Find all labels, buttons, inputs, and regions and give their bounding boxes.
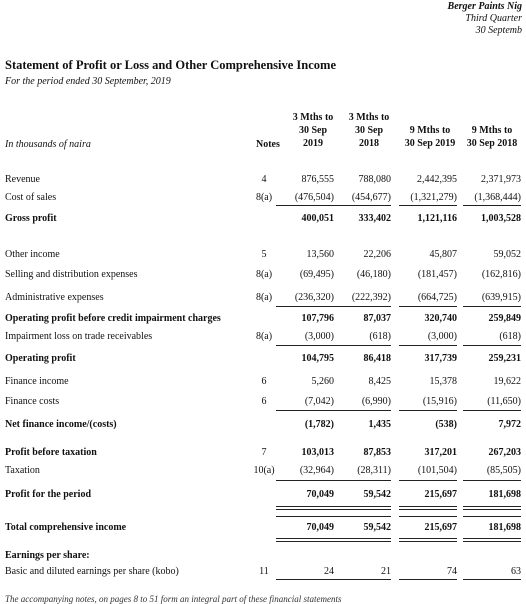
notes-column-header: Notes	[256, 139, 280, 150]
column-header-4-line-2: 9 Mths to	[471, 125, 513, 136]
row-value: (28,311)	[357, 465, 391, 476]
row-value: 5,260	[311, 376, 334, 387]
subtotal-rule	[333, 579, 391, 580]
row-value: 70,049	[306, 489, 334, 500]
row-label: Gross profit	[5, 213, 57, 224]
row-value: 21	[381, 566, 391, 577]
row-value: 320,740	[424, 313, 457, 324]
row-note-ref: 4	[261, 174, 267, 185]
row-value: 13,560	[306, 249, 334, 260]
column-header-3-line-2: 9 Mths to	[409, 125, 451, 136]
row-value: 7,972	[498, 419, 521, 430]
column-header-4-line-3: 30 Sep 2018	[466, 138, 518, 149]
row-value: (3,000)	[427, 331, 457, 342]
row-value: (1,368,444)	[474, 192, 521, 203]
row-value: 86,418	[363, 353, 391, 364]
row-label: Profit for the period	[5, 489, 92, 500]
row-value: 400,051	[301, 213, 334, 224]
row-value: (85,505)	[486, 465, 521, 476]
subtotal-rule	[399, 516, 457, 517]
row-value: 2,371,973	[481, 174, 521, 185]
double-total-rule	[399, 506, 457, 510]
row-value: 215,697	[424, 489, 457, 500]
row-label: Selling and distribution expenses	[5, 269, 138, 280]
subtotal-rule	[463, 516, 521, 517]
row-value: 876,555	[301, 174, 334, 185]
row-value: (454,677)	[351, 192, 391, 203]
row-value: 1,121,116	[417, 213, 457, 224]
subtotal-rule	[399, 205, 457, 206]
row-label: Finance income	[5, 376, 69, 387]
row-note-ref: 5	[261, 249, 267, 260]
row-label: Revenue	[5, 174, 40, 185]
column-header-2-line-2: 30 Sep	[354, 125, 384, 136]
subtotal-rule	[333, 345, 391, 346]
row-value: (1,321,279)	[410, 192, 457, 203]
column-header-1-line-2: 30 Sep	[298, 125, 328, 136]
row-value: 259,231	[488, 353, 521, 364]
row-value: 104,795	[301, 353, 334, 364]
row-note-ref: 10(a)	[253, 465, 275, 476]
subtotal-rule	[276, 345, 334, 346]
double-total-rule	[463, 538, 521, 542]
subtotal-rule	[333, 516, 391, 517]
column-header-2-line-1: 3 Mths to	[348, 112, 390, 123]
row-label: Other income	[5, 249, 60, 260]
row-value: (222,392)	[351, 292, 391, 303]
row-value: 24	[324, 566, 334, 577]
column-header-1-line-1: 3 Mths to	[292, 112, 334, 123]
double-total-rule	[276, 506, 334, 510]
statement-subtitle: For the period ended 30 September, 2019	[5, 76, 171, 87]
subtotal-rule	[333, 205, 391, 206]
row-value: (3,000)	[304, 331, 334, 342]
row-value: (32,964)	[299, 465, 334, 476]
subtotal-rule	[276, 579, 334, 580]
row-value: (11,650)	[487, 396, 521, 407]
row-value: 45,807	[429, 249, 457, 260]
row-label: Earnings per share:	[5, 550, 90, 561]
double-total-rule	[333, 538, 391, 542]
row-value: 22,206	[363, 249, 391, 260]
row-label: Basic and diluted earnings per share (kobo)	[5, 566, 179, 577]
row-label: Administrative expenses	[5, 292, 104, 303]
row-note-ref: 11	[259, 566, 269, 577]
column-header-3-line-3: 30 Sep 2019	[404, 138, 456, 149]
row-value: (46,180)	[356, 269, 391, 280]
currency-unit-label: In thousands of naira	[5, 139, 91, 150]
row-value: 87,853	[363, 447, 391, 458]
company-name: Berger Paints Nig	[447, 1, 522, 12]
row-value: (618)	[499, 331, 521, 342]
subtotal-rule	[276, 306, 334, 307]
subtotal-rule	[276, 205, 334, 206]
row-note-ref: 6	[261, 376, 267, 387]
double-total-rule	[333, 506, 391, 510]
row-note-ref: 6	[261, 396, 267, 407]
row-value: (7,042)	[304, 396, 334, 407]
statement-title: Statement of Profit or Loss and Other Comprehensive Income	[5, 58, 336, 72]
row-value: (639,915)	[481, 292, 521, 303]
subtotal-rule	[333, 306, 391, 307]
column-header-2-line-3: 2018	[359, 138, 379, 149]
row-value: 181,698	[488, 522, 521, 533]
row-value: 333,402	[358, 213, 391, 224]
subtotal-rule	[463, 306, 521, 307]
double-total-rule	[276, 538, 334, 542]
subtotal-rule	[463, 579, 521, 580]
row-value: 15,378	[429, 376, 457, 387]
double-total-rule	[463, 506, 521, 510]
double-total-rule	[399, 538, 457, 542]
report-date: 30 Septemb	[475, 25, 522, 36]
subtotal-rule	[333, 410, 391, 411]
row-value: 1,003,528	[481, 213, 521, 224]
subtotal-rule	[399, 410, 457, 411]
row-value: 59,052	[493, 249, 521, 260]
row-label: Total comprehensive income	[5, 522, 127, 533]
subtotal-rule	[399, 345, 457, 346]
row-note-ref: 8(a)	[255, 331, 273, 342]
subtotal-rule	[463, 205, 521, 206]
row-note-ref: 8(a)	[255, 292, 273, 303]
row-label: Operating profit before credit impairment charges	[5, 313, 221, 324]
column-header-1-line-3: 2019	[303, 138, 323, 149]
row-value: 317,201	[424, 447, 457, 458]
row-note-ref: 7	[261, 447, 267, 458]
row-value: (618)	[369, 331, 391, 342]
row-value: (162,816)	[481, 269, 521, 280]
row-note-ref: 8(a)	[255, 192, 273, 203]
row-label: Profit before taxation	[5, 447, 97, 458]
subtotal-rule	[399, 480, 457, 481]
row-value: 70,049	[306, 522, 334, 533]
footer-note: The accompanying notes, on pages 8 to 51 form an integral part of these financial statements	[5, 594, 342, 604]
row-label: Cost of sales	[5, 192, 57, 203]
subtotal-rule	[276, 480, 334, 481]
row-value: (664,725)	[417, 292, 457, 303]
row-value: 317,739	[424, 353, 457, 364]
row-label: Taxation	[5, 465, 40, 476]
row-value: (15,916)	[422, 396, 457, 407]
row-label: Net finance income/(costs)	[5, 419, 117, 430]
row-value: (6,990)	[361, 396, 391, 407]
row-value: 267,203	[488, 447, 521, 458]
row-value: (181,457)	[417, 269, 457, 280]
row-value: 215,697	[424, 522, 457, 533]
row-value: 103,013	[301, 447, 334, 458]
row-label: Operating profit	[5, 353, 76, 364]
subtotal-rule	[399, 306, 457, 307]
row-value: 59,542	[363, 522, 391, 533]
row-value: 8,425	[368, 376, 391, 387]
row-value: (476,504)	[294, 192, 334, 203]
row-value: 2,442,395	[417, 174, 457, 185]
row-note-ref: 8(a)	[255, 269, 273, 280]
report-period: Third Quarter	[465, 13, 522, 24]
subtotal-rule	[276, 516, 334, 517]
row-value: 181,698	[488, 489, 521, 500]
subtotal-rule	[333, 480, 391, 481]
row-value: (1,782)	[304, 419, 334, 430]
row-value: 788,080	[358, 174, 391, 185]
row-label: Finance costs	[5, 396, 60, 407]
subtotal-rule	[463, 410, 521, 411]
row-label: Impairment loss on trade receivables	[5, 331, 153, 342]
subtotal-rule	[463, 345, 521, 346]
row-value: 59,542	[363, 489, 391, 500]
subtotal-rule	[276, 410, 334, 411]
row-value: 259,849	[488, 313, 521, 324]
row-value: 63	[511, 566, 521, 577]
row-value: 19,622	[493, 376, 521, 387]
subtotal-rule	[463, 480, 521, 481]
row-value: 1,435	[368, 419, 391, 430]
row-value: (538)	[435, 419, 457, 430]
row-value: 107,796	[301, 313, 334, 324]
row-value: (236,320)	[294, 292, 334, 303]
subtotal-rule	[399, 579, 457, 580]
row-value: 87,037	[363, 313, 391, 324]
row-value: (101,504)	[417, 465, 457, 476]
row-value: 74	[447, 566, 457, 577]
row-value: (69,495)	[299, 269, 334, 280]
